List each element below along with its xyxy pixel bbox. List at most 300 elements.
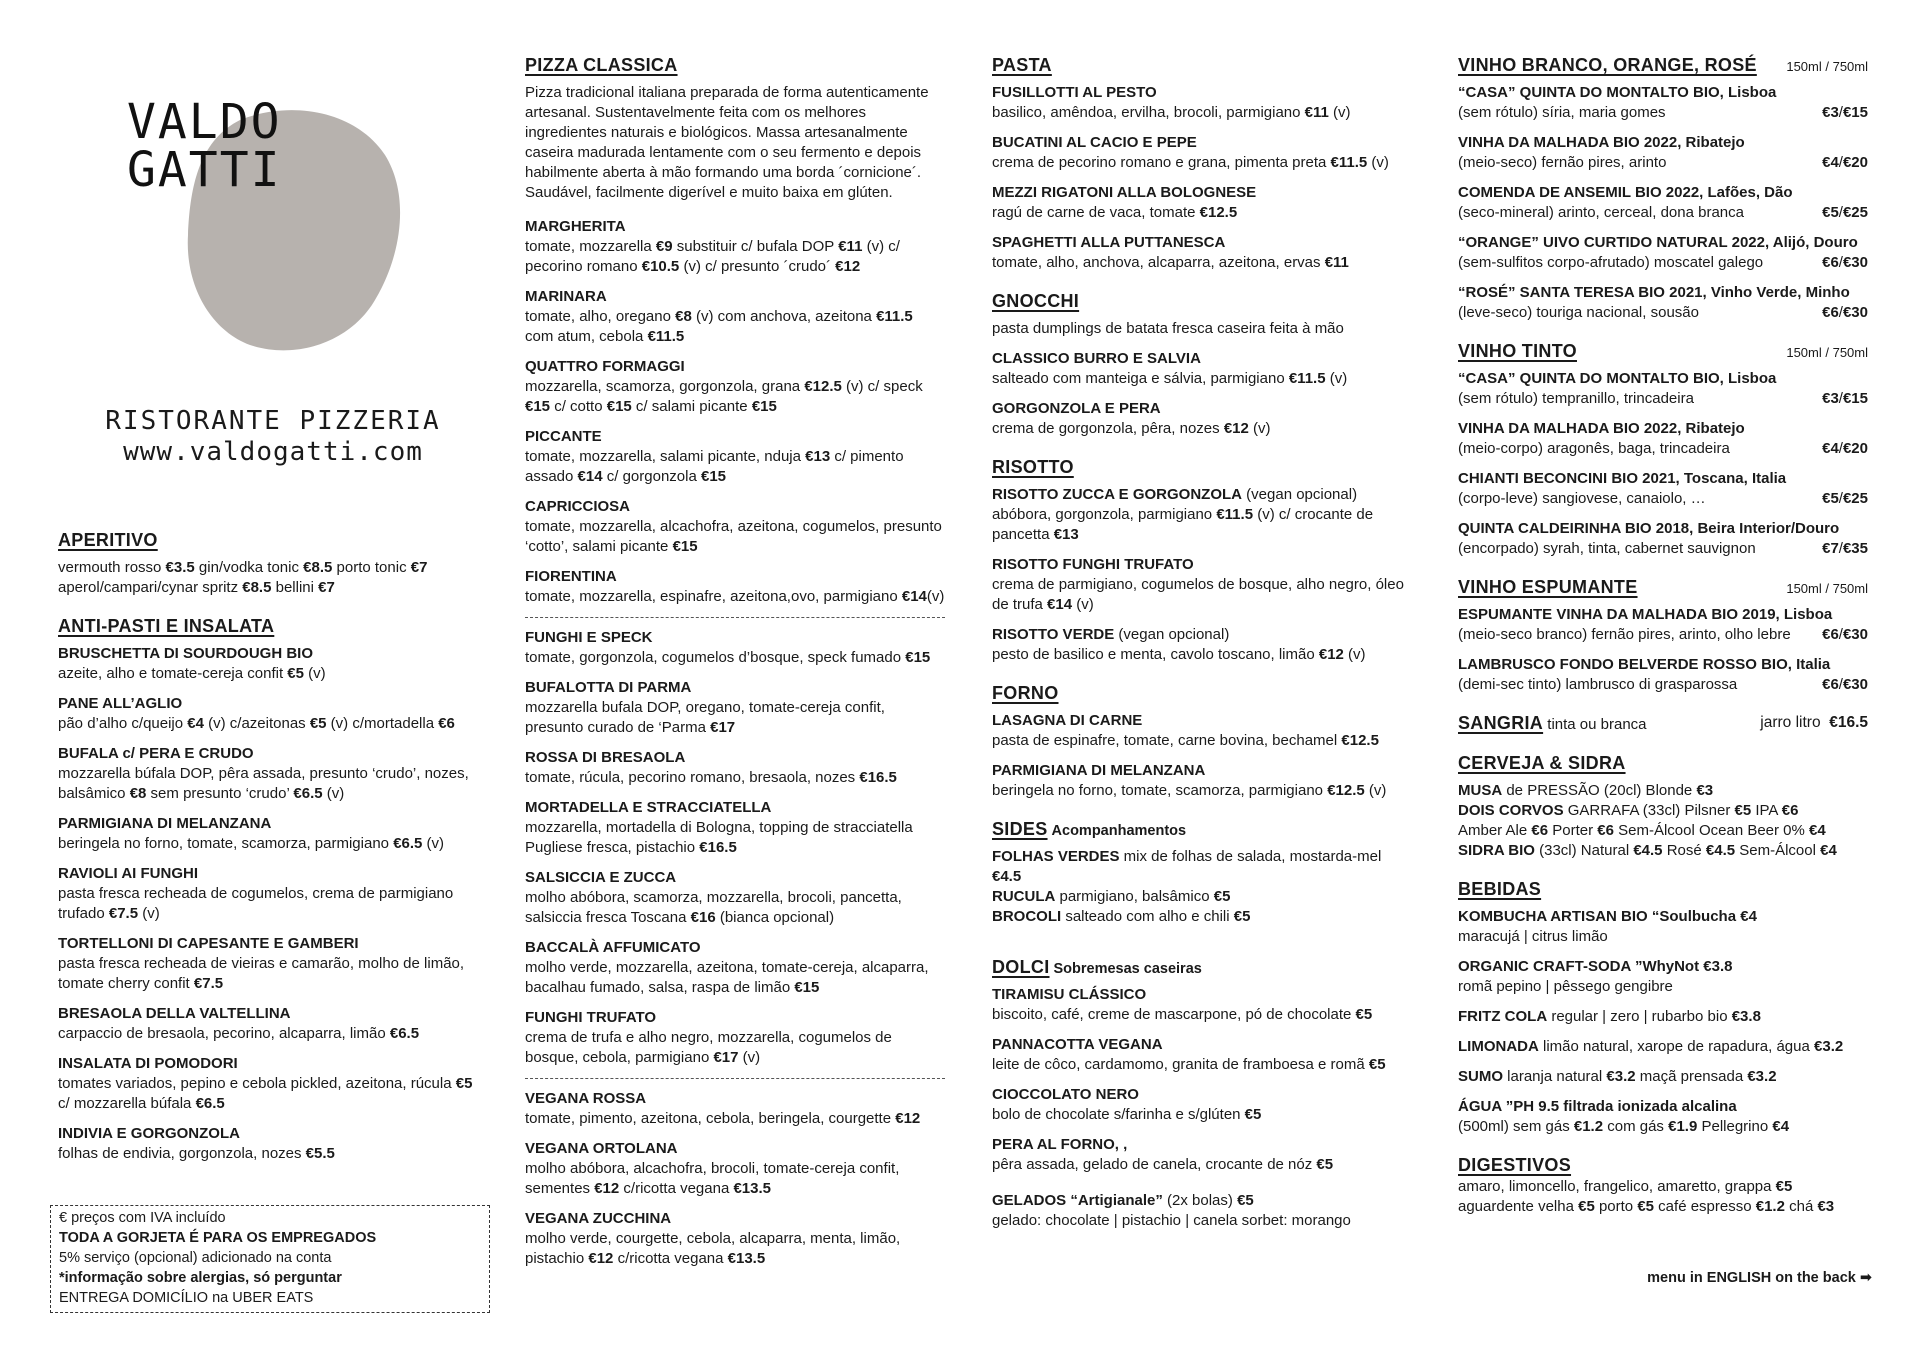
item-name: FIORENTINA (525, 568, 617, 585)
price: €15 (606, 398, 632, 415)
item-name: RISOTTO FUNGHI TRUFATO (992, 556, 1194, 573)
price: €3.8 (1731, 1008, 1761, 1025)
item-desc: ragú de carne de vaca, tomate €12.5 (992, 204, 1238, 221)
bebidas-section (1458, 879, 1868, 1137)
aperitivo-line: vermouth rosso €3.5 gin/vodka tonic €8.5 porto tonic €7 (58, 559, 428, 576)
item-name: BRESAOLA DELLA VALTELLINA (58, 1005, 291, 1022)
item-desc: beringela no forno, tomate, scamorza, parmigiano €12.5 (v) (992, 782, 1387, 799)
price: €6.5 (393, 835, 423, 852)
price: €5 (1355, 1006, 1373, 1023)
price: €12 (835, 258, 861, 275)
item-name: CLASSICO BURRO E SALVIA (992, 350, 1201, 367)
item-desc: abóbora, gorgonzola, parmigiano €11.5 (v) c/ crocante de pancetta €13 (992, 506, 1374, 543)
item-name: CAPRICCIOSA (525, 498, 631, 515)
price: €3 (1817, 1198, 1835, 1215)
price: €1.2 (1755, 1198, 1785, 1215)
price: €4 (1822, 154, 1839, 171)
item-name: MARINARA (525, 288, 607, 305)
item-name: TIRAMISU CLÁSSICO (992, 986, 1147, 1003)
item-desc: molho verde, mozzarella, azeitona, tomate-cereja, alcaparra, bacalhau fumado, salsa, raspa de limão €15 (525, 959, 929, 996)
price: €7.5 (193, 975, 224, 992)
sangria-price-label: jarro litro (1760, 714, 1821, 731)
price: €6 (1822, 254, 1839, 271)
menu-item (992, 233, 1412, 273)
vinho-espumante-title: VINHO ESPUMANTE (1458, 577, 1638, 597)
price: €1.2 (1573, 1118, 1604, 1135)
wine-desc: (demi-sec tinto) lambrusco di grasparossa (1458, 676, 1738, 693)
item-name: PARMIGIANA DI MELANZANA (992, 762, 1206, 779)
item-desc: mozzarella bufala DOP, oregano, tomate-cereja confit, presunto curado de ‘Parma €17 (525, 699, 885, 736)
item-desc: tomate, mozzarella, espinafre, azeitona,ovo, parmigiano €14(v) (525, 588, 945, 605)
item-desc: azeite, alho e tomate-cereja confit €5 (v) (58, 665, 326, 682)
wine-name: CHIANTI BECONCINI BIO 2021, Toscana, Italia (1458, 470, 1787, 487)
menu-item (525, 798, 945, 858)
item-desc: gelado: chocolate | pistachio | canela sorbet: morango (992, 1212, 1351, 1229)
menu-item (992, 625, 1412, 665)
price: €4 (187, 715, 204, 732)
item-name: FUSILLOTTI AL PESTO (992, 84, 1157, 101)
wine-price: €3/€15 (1822, 390, 1868, 407)
item-name: FRITZ COLA (1458, 1008, 1548, 1025)
wine-price: €4/€20 (1822, 154, 1868, 171)
item-desc: (33cl) Natural €4.5 Rosé €4.5 Sem-Álcool €4 (1534, 842, 1837, 859)
menu-item (58, 864, 488, 924)
menu-item (525, 427, 945, 487)
price: €11 (838, 238, 863, 255)
price: €6 (1781, 802, 1799, 819)
wine-list (1458, 83, 1868, 323)
pizza-group (525, 628, 945, 1068)
item-name: INDIVIA E GORGONZOLA (58, 1125, 240, 1142)
price: €7.5 (108, 905, 139, 922)
price: €17 (713, 1049, 739, 1066)
aperitivo-title: APERITIVO (58, 530, 158, 550)
price: €13.5 (727, 1250, 766, 1267)
wine-desc: (meio-corpo) aragonês, baga, trincadeira (1458, 440, 1730, 457)
antipasti-section (58, 616, 488, 1164)
price: €3 (1822, 104, 1839, 121)
wine-item (1458, 369, 1868, 409)
digestivos-section (1458, 1155, 1868, 1217)
price: €5 (1775, 1178, 1793, 1195)
menu-item (992, 133, 1412, 173)
item-name: CIOCCOLATO NERO (992, 1086, 1139, 1103)
info-line: TODA A GORJETA É PARA OS EMPREGADOS (59, 1230, 377, 1246)
menu-item (525, 497, 945, 557)
sangria-price (1829, 714, 1868, 731)
wine-item (1458, 83, 1868, 123)
item-name: GELADOS “Artigianale” (992, 1192, 1163, 1209)
item-desc: pasta fresca recheada de vieiras e camarão, molho de limão, tomate cherry confit €7.5 (58, 955, 465, 992)
price: €6 (1597, 822, 1614, 839)
wine-item (1458, 469, 1868, 509)
menu-item (992, 1085, 1412, 1125)
pizza-group (525, 217, 945, 607)
pizza-group (525, 1089, 945, 1269)
item-name: RISOTTO VERDE (vegan opcional) (992, 626, 1230, 643)
price: €3.2 (1606, 1068, 1636, 1085)
risotto-list (992, 485, 1412, 665)
price: €15 (905, 649, 931, 666)
item-desc: crema de parmigiano, cogumelos de bosque, alho negro, óleo de trufa €14 (v) (992, 576, 1404, 613)
antipasti-title: ANTI-PASTI E INSALATA (58, 616, 275, 636)
price: €12 (1223, 420, 1249, 437)
price: €11 (1324, 254, 1349, 271)
menu-item (525, 1089, 945, 1129)
item-desc: molho verde, courgette, cebola, alcaparra, menta, limão, pistachio €12 c/ricotta vegana €13.5 (525, 1230, 901, 1267)
item-name: FUNGHI TRUFATO (525, 1009, 657, 1026)
menu-item (992, 907, 1412, 927)
price: €16.5 (699, 839, 737, 856)
wine-name: “ROSÉ” SANTA TERESA BIO 2021, Vinho Verde, Minho (1458, 284, 1850, 301)
item-desc: GARRAFA (33cl) Pilsner €5 IPA €6 (1563, 802, 1799, 819)
price: €5 (455, 1075, 473, 1092)
price: €13.5 (733, 1180, 772, 1197)
price: €5 (1237, 1192, 1254, 1209)
price: €30 (1842, 676, 1868, 693)
item-desc: carpaccio de bresaola, pecorino, alcaparra, limão €6.5 (58, 1025, 420, 1042)
price: €5 (1734, 802, 1752, 819)
antipasti-list (58, 644, 488, 1164)
item-name: QUATTRO FORMAGGI (525, 358, 685, 375)
menu-item (992, 1191, 1412, 1231)
cerveja-title: CERVEJA & SIDRA (1458, 753, 1626, 773)
menu-item (992, 1035, 1412, 1075)
info-line: € preços com IVA incluído (59, 1210, 226, 1226)
menu-item (1458, 1097, 1868, 1137)
wine-name: “ORANGE” UIVO CURTIDO NATURAL 2022, Alijó, Douro (1458, 234, 1858, 251)
price: €12.5 (1199, 204, 1238, 221)
item-name: MORTADELLA E STRACCIATELLA (525, 799, 772, 816)
price: €4 (1809, 822, 1826, 839)
info-line: ENTREGA DOMICÍLIO na UBER EATS (59, 1290, 314, 1306)
price: €15 (672, 538, 698, 555)
price: €30 (1842, 254, 1868, 271)
forno-section (992, 683, 1412, 801)
price: €16.5 (859, 769, 897, 786)
item-name: TORTELLONI DI CAPESANTE E GAMBERI (58, 935, 359, 952)
wine-item (1458, 605, 1868, 645)
item-desc: salteado com manteiga e sálvia, parmigiano €11.5 (v) (992, 370, 1348, 387)
menu-item (525, 628, 945, 668)
menu-item (525, 868, 945, 928)
item-name: PERA AL FORNO, , (992, 1136, 1128, 1153)
item-name: MARGHERITA (525, 218, 626, 235)
price: €17 (710, 719, 736, 736)
sides-section (992, 819, 1412, 927)
price: €8 (675, 308, 692, 325)
item-name: PANNACOTTA VEGANA (992, 1036, 1163, 1053)
item-name: PARMIGIANA DI MELANZANA (58, 815, 272, 832)
menu-item (525, 357, 945, 417)
menu-item (525, 748, 945, 788)
item-desc: molho abóbora, scamorza, mozzarella, brocoli, pancetta, salsiccia fresca Toscana €16 (bianca opcional) (525, 889, 902, 926)
wine-price: €7/€35 (1822, 540, 1868, 557)
english-menu-note[interactable]: menu in ENGLISH on the back ➡ (1647, 1270, 1872, 1286)
item-desc: bolo de chocolate s/farinha e s/glúten €5 (992, 1106, 1262, 1123)
price: €5 (309, 715, 327, 732)
price: €16.5 (1829, 714, 1868, 731)
menu-item (992, 399, 1412, 439)
menu-item (992, 555, 1412, 615)
wine-price: €5/€25 (1822, 204, 1868, 221)
price: €11 (1304, 104, 1329, 121)
item-desc: crema de pecorino romano e grana, pimenta preta €11.5 (v) (992, 154, 1389, 171)
wine-desc: (leve-seco) touriga nacional, sousão (1458, 304, 1699, 321)
price: €3.2 (1747, 1068, 1777, 1085)
item-desc: tomates variados, pepino e cebola pickled, azeitona, rúcula €5 c/ mozzarella búfala €6.5 (58, 1075, 473, 1112)
sides-title: SIDES (992, 819, 1048, 839)
item-name: RAVIOLI AI FUNGHI (58, 865, 198, 882)
item-desc: basilico, amêndoa, ervilha, brocoli, parmigiano €11 (v) (992, 104, 1351, 121)
menu-item (992, 183, 1412, 223)
item-desc: pão d’alho c/queijo €4 (v) c/azeitonas €5 (v) c/mortadella €6 (58, 715, 455, 732)
item-name: VEGANA ORTOLANA (525, 1140, 678, 1157)
wine-desc: (meio-seco) fernão pires, arinto (1458, 154, 1667, 171)
wine-size: 150ml / 750ml (1786, 581, 1868, 596)
risotto-section (992, 457, 1412, 665)
wine-item (1458, 419, 1868, 459)
item-desc: romã pepino | pêssego gengibre (1458, 978, 1673, 995)
wine-name: ESPUMANTE VINHA DA MALHADA BIO 2019, Lisboa (1458, 606, 1833, 623)
price: €10.5 (641, 258, 680, 275)
gnocchi-section (992, 291, 1412, 439)
dolci-title: DOLCI (992, 957, 1050, 977)
price: €16 (690, 909, 716, 926)
wine-price: €3/€15 (1822, 104, 1868, 121)
item-name: SPAGHETTI ALLA PUTTANESCA (992, 234, 1226, 251)
price: €12 (1318, 646, 1344, 663)
price: €6 (1822, 626, 1839, 643)
sides-subtitle: Acompanhamentos (1051, 823, 1187, 839)
price: €35 (1842, 540, 1868, 557)
item-desc: leite de côco, cardamomo, granita de framboesa e romã €5 (992, 1056, 1386, 1073)
wine-item (1458, 519, 1868, 559)
wine-desc: (encorpado) syrah, tinta, cabernet sauvignon (1458, 540, 1756, 557)
item-name: PANE ALL’AGLIO (58, 695, 183, 712)
price: €5.5 (305, 1145, 335, 1162)
price: €11.5 (876, 308, 913, 325)
wine-desc: (sem rótulo) síria, maria gomes (1458, 104, 1666, 121)
price: €13 (805, 448, 831, 465)
price: €20 (1842, 154, 1868, 171)
dolci-section (992, 957, 1412, 1231)
menu-item (992, 1135, 1412, 1175)
item-desc: (500ml) sem gás €1.2 com gás €1.9 Pellegrino €4 (1458, 1118, 1790, 1135)
item-desc: folhas de endivia, gorgonzola, nozes €5.5 (58, 1145, 335, 1162)
price: €3 (1822, 390, 1839, 407)
wine-price: €6/€30 (1822, 626, 1868, 643)
item-desc: mozzarella búfala DOP, pêra assada, presunto ‘crudo’, nozes, balsâmico €8 sem presunto ‘crudo’ €6.5 (v) (58, 765, 469, 802)
menu-item (992, 485, 1412, 545)
menu-item (525, 938, 945, 998)
item-desc: molho abóbora, alcachofra, brocoli, tomate-cereja confit, sementes €12 c/ricotta vegana €13.5 (525, 1160, 900, 1197)
info-line: 5% serviço (opcional) adicionado na conta (59, 1250, 332, 1266)
price: €25 (1842, 490, 1868, 507)
price: €5 (1822, 490, 1839, 507)
item-desc: pesto de basilico e menta, cavolo toscano, limão €12 (v) (992, 646, 1366, 663)
digestivos-title: DIGESTIVOS (1458, 1155, 1572, 1175)
gnocchi-list (992, 349, 1412, 439)
menu-item (1458, 1007, 1868, 1027)
price: €5 (1316, 1156, 1334, 1173)
item-desc: tomate, gorgonzola, cogumelos d’bosque, speck fumado €15 (525, 649, 931, 666)
item-desc: mozzarella, mortadella di Bologna, topping de stracciatella Pugliese fresca, pistachio €16.5 (525, 819, 913, 856)
gnocchi-intro: pasta dumplings de batata fresca caseira feita à mão (992, 320, 1344, 337)
item-name: BUCATINI AL CACIO E PEPE (992, 134, 1197, 151)
item-name: VEGANA ROSSA (525, 1090, 647, 1107)
item-desc: limão natural, xarope de rapadura, água €3.2 (1538, 1038, 1844, 1055)
price: €15 (700, 468, 727, 485)
wine-item (1458, 183, 1868, 223)
price: €12 (594, 1180, 620, 1197)
item-desc: tomate, pimento, azeitona, cebola, beringela, courgette €12 (525, 1110, 921, 1127)
menu-item (1458, 957, 1868, 997)
wine-price: €4/€20 (1822, 440, 1868, 457)
item-desc: tomate, alho, oregano €8 (v) com anchova, azeitona €11.5 com atum, cebola €11.5 (525, 308, 913, 345)
item-desc: mix de folhas de salada, mostarda-mel €4.5 (992, 848, 1382, 885)
item-desc: amaro, limoncello, frangelico, amaretto, grappa €5 (1458, 1178, 1793, 1195)
item-desc: beringela no forno, tomate, scamorza, parmigiano €6.5 (v) (58, 835, 445, 852)
sangria-title: SANGRIA (1458, 713, 1544, 733)
logo-name-line1: VALDO (127, 94, 282, 150)
item-note: (vegan opcional) (1242, 486, 1358, 503)
price: €25 (1842, 204, 1868, 221)
menu-item (58, 1004, 488, 1044)
price: €15 (525, 398, 551, 415)
item-name: ÁGUA ”PH 9.5 filtrada ionizada alcalina (1458, 1098, 1737, 1115)
wine-list (1458, 605, 1868, 695)
item-desc: parmigiano, balsâmico €5 (1055, 888, 1231, 905)
price: €11.5 (1330, 154, 1368, 171)
item-desc: aguardente velha €5 porto €5 café espresso €1.2 chá €3 (1458, 1198, 1835, 1215)
wine-desc: (sem rótulo) tempranillo, trincadeira (1458, 390, 1694, 407)
wine-item (1458, 655, 1868, 695)
dolci-list (992, 985, 1412, 1175)
menu-item (58, 1054, 488, 1114)
dolci-subtitle: Sobremesas caseiras (1053, 961, 1202, 977)
item-desc (1699, 958, 1732, 975)
item-name: MUSA (1458, 782, 1503, 799)
price: €3.2 (1814, 1038, 1844, 1055)
price: €4 (1822, 440, 1839, 457)
menu-item (58, 934, 488, 994)
price: €4.5 (992, 868, 1022, 885)
menu-item (525, 567, 945, 607)
price: €12.5 (1327, 782, 1365, 799)
item-desc: tomate, mozzarella €9 substituir c/ bufala DOP €11 (v) c/ pecorino romano €10.5 (v) c/ presunto ´crudo´ €12 (525, 238, 900, 275)
menu-item (525, 1008, 945, 1068)
item-name: SUMO (1458, 1068, 1503, 1085)
menu-item (525, 678, 945, 738)
item-desc: tomate, rúcula, pecorino romano, bresaola, nozes €16.5 (525, 769, 897, 786)
price: €12.5 (804, 378, 842, 395)
item-name: RISOTTO ZUCCA E GORGONZOLA (vegan opcional) (992, 486, 1358, 503)
forno-list (992, 711, 1412, 801)
price: €9 (655, 238, 673, 255)
item-desc: Amber Ale €6 Porter €6 Sem-Álcool Ocean Beer 0% €4 (1458, 822, 1826, 839)
item-name: BUFALA c/ PERA E CRUDO (58, 745, 254, 762)
menu-item (525, 1209, 945, 1269)
item-desc: pasta de espinafre, tomate, carne bovina, bechamel €12.5 (992, 732, 1379, 749)
price: €3 (1696, 782, 1714, 799)
price: €14 (1047, 596, 1073, 613)
menu-item (992, 847, 1412, 887)
price: €7 (318, 579, 335, 596)
item-name: SALSICCIA E ZUCCA (525, 869, 677, 886)
item-name: BRUSCHETTA DI SOURDOUGH BIO (58, 645, 313, 662)
item-desc: maracujá | citrus limão (1458, 928, 1608, 945)
menu-item (58, 694, 488, 734)
price: €5 (1233, 908, 1251, 925)
item-name: KOMBUCHA ARTISAN BIO “Soulbucha (1458, 908, 1737, 925)
item-name: LASAGNA DI CARNE (992, 712, 1143, 729)
price: €11.5 (1288, 370, 1326, 387)
price: €15 (1842, 390, 1868, 407)
price: €6.5 (195, 1095, 225, 1112)
price: €30 (1842, 626, 1868, 643)
menu-item (58, 814, 488, 854)
price: €5 (1822, 204, 1839, 221)
price: €12 (895, 1110, 921, 1127)
menu-item (1458, 1037, 1868, 1057)
divider (525, 1078, 945, 1079)
menu-item (58, 1124, 488, 1164)
wine-name: “CASA” QUINTA DO MONTALTO BIO, Lisboa (1458, 370, 1777, 387)
pizza-title: PIZZA CLASSICA (525, 55, 678, 75)
bebidas-list (1458, 907, 1868, 1137)
logo-name (127, 94, 282, 198)
wine-size: 150ml / 750ml (1786, 59, 1868, 74)
vinho-espumante-section (1458, 577, 1868, 695)
menu-item (992, 761, 1412, 801)
vinho-branco-title: VINHO BRANCO, ORANGE, ROSÉ (1458, 55, 1757, 75)
item-name: FOLHAS VERDES (992, 848, 1120, 865)
item-desc: tomate, alho, anchova, alcaparra, azeitona, ervas €11 (992, 254, 1349, 271)
price: €5 (1368, 1056, 1386, 1073)
item-name: BUFALOTTA DI PARMA (525, 679, 692, 696)
menu-item (992, 711, 1412, 751)
item-name: GORGONZOLA E PERA (992, 400, 1161, 417)
sangria-desc: tinta ou branca (1543, 716, 1647, 733)
menu-item (992, 887, 1412, 907)
pasta-section (992, 55, 1412, 273)
wine-price: €6/€30 (1822, 304, 1868, 321)
price: €6.5 (293, 785, 323, 802)
item-desc: de PRESSÃO (20cl) Blonde €3 (1502, 782, 1714, 799)
price: €4 (1740, 908, 1757, 925)
price: €8.5 (303, 559, 333, 576)
price: €8 (129, 785, 147, 802)
price: €6 (438, 715, 455, 732)
sides-list (992, 847, 1412, 927)
item-desc: salteado com alho e chili €5 (1061, 908, 1251, 925)
price: €5 (1578, 1198, 1595, 1215)
price: €4 (1820, 842, 1837, 859)
price: €12 (588, 1250, 614, 1267)
item-name: PICCANTE (525, 428, 602, 445)
price: €14 (901, 588, 927, 605)
price: €3.8 (1703, 958, 1733, 975)
item-name: MEZZI RIGATONI ALLA BOLOGNESE (992, 184, 1257, 201)
item-note: (2x bolas) €5 (1162, 1192, 1254, 1209)
info-line: *informação sobre alergias, só perguntar (59, 1270, 342, 1286)
item-name: INSALATA DI POMODORI (58, 1055, 238, 1072)
item-name: ORGANIC CRAFT-SODA ”WhyNot (1458, 958, 1700, 975)
price: €11.5 (1216, 506, 1254, 523)
website-link[interactable]: www.valdogatti.com (123, 437, 423, 467)
item-note: (vegan opcional) (1114, 626, 1230, 643)
